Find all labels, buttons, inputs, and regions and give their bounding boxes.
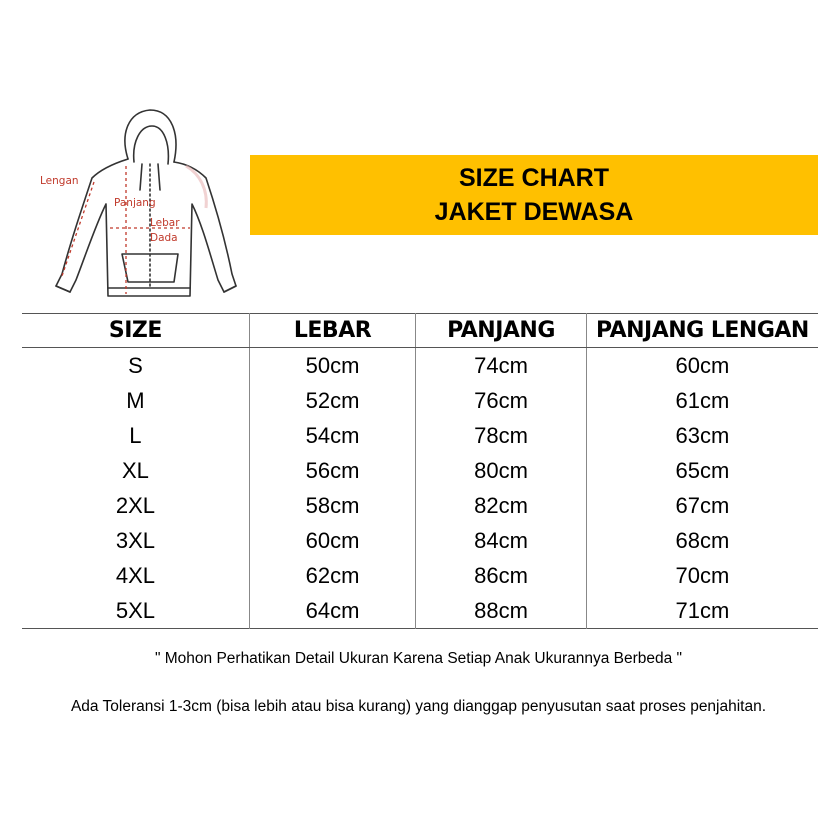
label-dada: Dada bbox=[150, 232, 178, 244]
cell-panjang-lengan: 65cm bbox=[586, 453, 818, 488]
cell-lebar: 62cm bbox=[249, 558, 415, 593]
table-row bbox=[22, 383, 818, 418]
table-row bbox=[22, 453, 818, 488]
header-panjang: PANJANG bbox=[416, 314, 587, 348]
cell-size: 4XL bbox=[115, 562, 155, 588]
header-size: SIZE bbox=[22, 314, 249, 348]
cell-size: XL bbox=[121, 457, 149, 483]
hoodie-illustration bbox=[28, 104, 248, 309]
cell-size: L bbox=[129, 422, 142, 448]
label-lengan: Lengan bbox=[40, 175, 79, 187]
table-row bbox=[22, 558, 818, 593]
label-lebar: Lebar bbox=[150, 217, 180, 229]
cell-panjang-lengan: 67cm bbox=[586, 488, 818, 523]
cell-lebar: 64cm bbox=[249, 593, 415, 629]
table-row bbox=[22, 348, 818, 384]
drawstring-left bbox=[140, 164, 142, 190]
table-row bbox=[22, 523, 818, 558]
cell-size: S bbox=[128, 352, 143, 378]
title-banner bbox=[250, 155, 818, 235]
note-tolerance: Ada Toleransi 1-3cm (bisa lebih atau bisa kurang) yang dianggap penyusutan saat proses penjahitan. bbox=[70, 698, 767, 715]
header-row bbox=[22, 314, 818, 348]
cell-panjang: 84cm bbox=[416, 523, 587, 558]
lengan-measure-line bbox=[62, 182, 94, 276]
hood-inner bbox=[134, 126, 169, 164]
cell-lebar: 60cm bbox=[249, 523, 415, 558]
cell-panjang-lengan: 61cm bbox=[586, 383, 818, 418]
cell-size: 3XL bbox=[115, 527, 155, 553]
cell-size: M bbox=[126, 387, 145, 413]
cell-panjang: 82cm bbox=[416, 488, 587, 523]
cell-lebar: 58cm bbox=[249, 488, 415, 523]
table-row bbox=[22, 488, 818, 523]
cell-size: 2XL bbox=[115, 492, 155, 518]
cell-panjang-lengan: 68cm bbox=[586, 523, 818, 558]
cell-panjang: 78cm bbox=[416, 418, 587, 453]
cell-lebar: 54cm bbox=[249, 418, 415, 453]
cell-panjang-lengan: 70cm bbox=[586, 558, 818, 593]
header-lebar: LEBAR bbox=[249, 314, 415, 348]
drawstring-right bbox=[158, 164, 160, 190]
label-panjang: Panjang bbox=[114, 197, 156, 209]
cell-lebar: 52cm bbox=[249, 383, 415, 418]
cell-lebar: 56cm bbox=[249, 453, 415, 488]
cell-size: 5XL bbox=[115, 597, 155, 623]
title-line-2: JAKET DEWASA bbox=[434, 198, 634, 226]
cell-panjang: 88cm bbox=[416, 593, 587, 629]
cell-panjang-lengan: 60cm bbox=[586, 348, 818, 384]
note-attention: " Mohon Perhatikan Detail Ukuran Karena Setiap Anak Ukurannya Berbeda " bbox=[154, 650, 683, 667]
size-table bbox=[22, 313, 818, 629]
title-line-1: SIZE CHART bbox=[459, 164, 609, 192]
cell-lebar: 50cm bbox=[249, 348, 415, 384]
cell-panjang: 76cm bbox=[416, 383, 587, 418]
header-panjang-lengan: PANJANG LENGAN bbox=[586, 314, 818, 348]
cell-panjang: 80cm bbox=[416, 453, 587, 488]
cell-panjang-lengan: 63cm bbox=[586, 418, 818, 453]
table-row bbox=[22, 593, 818, 629]
cell-panjang-lengan: 71cm bbox=[586, 593, 818, 629]
cell-panjang: 86cm bbox=[416, 558, 587, 593]
table-row bbox=[22, 418, 818, 453]
cell-panjang: 74cm bbox=[416, 348, 587, 384]
